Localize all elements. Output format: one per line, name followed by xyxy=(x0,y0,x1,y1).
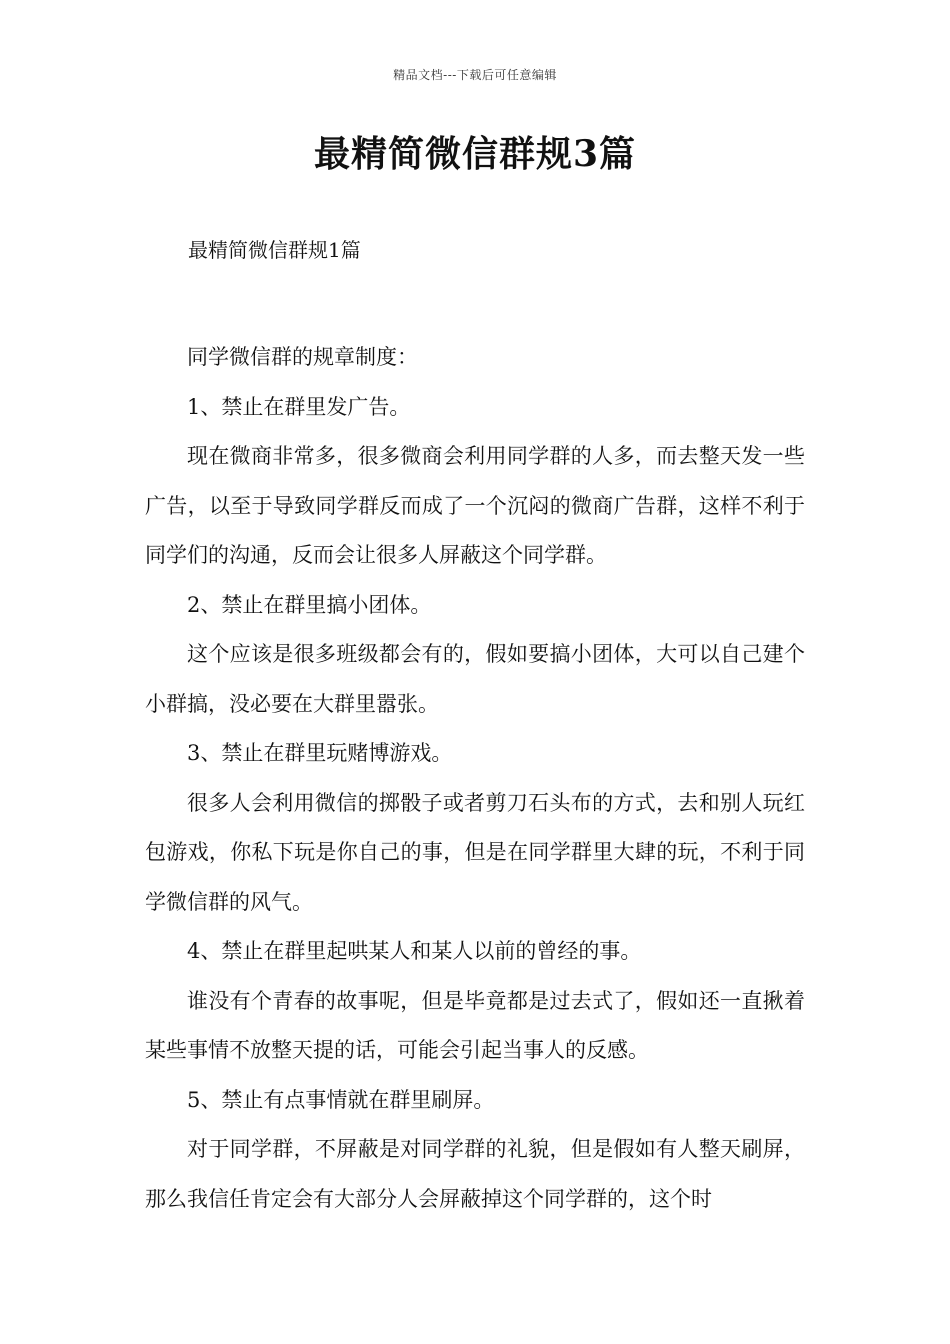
rule-text-2: 这个应该是很多班级都会有的，假如要搞小团体，大可以自己建个小群搞，没必要在大群里嚣张。 xyxy=(145,642,805,716)
rule-heading-3: 3、禁止在群里玩赌博游戏。 xyxy=(187,741,453,765)
rule-heading-5: 5、禁止有点事情就在群里刷屏。 xyxy=(187,1087,495,1112)
rule-text-3: 很多人会利用微信的掷骰子或者剪刀石头布的方式，去和别人玩红包游戏，你私下玩是你自己的事，但是在同学群里大肆的玩，不利于同学微信群的风气。 xyxy=(145,790,805,914)
paragraph-intro: 同学微信群的规章制度： xyxy=(187,345,418,369)
document-body xyxy=(145,333,805,1224)
rule-heading-4: 4、禁止在群里起哄某人和某人以前的曾经的事。 xyxy=(187,939,642,963)
rule-text-5: 对于同学群，不屏蔽是对同学群的礼貌，但是假如有人整天刷屏，那么我信任肯定会有大部分人会屏蔽掉这个同学群的，这个时 xyxy=(145,1137,805,1211)
rule-text-4: 谁没有个青春的故事呢，但是毕竟都是过去式了，假如还一直揪着某些事情不放整天提的话，可能会引起当事人的反感。 xyxy=(145,988,805,1062)
document-title: 最精简微信群规3篇 xyxy=(313,133,637,175)
rule-heading-1: 1、禁止在群里发广告。 xyxy=(187,394,411,419)
header-note: 精品文档---下载后可任意编辑 xyxy=(393,68,557,82)
rule-text-1: 现在微商非常多，很多微商会利用同学群的人多，而去整天发一些广告，以至于导致同学群反而成了一个沉闷的微商广告群，这样不利于同学们的沟通，反而会让很多人屏蔽这个同学群。 xyxy=(145,444,805,567)
section-subtitle: 最精简微信群规1篇 xyxy=(188,238,361,262)
rule-heading-2: 2、禁止在群里搞小团体。 xyxy=(187,592,432,617)
